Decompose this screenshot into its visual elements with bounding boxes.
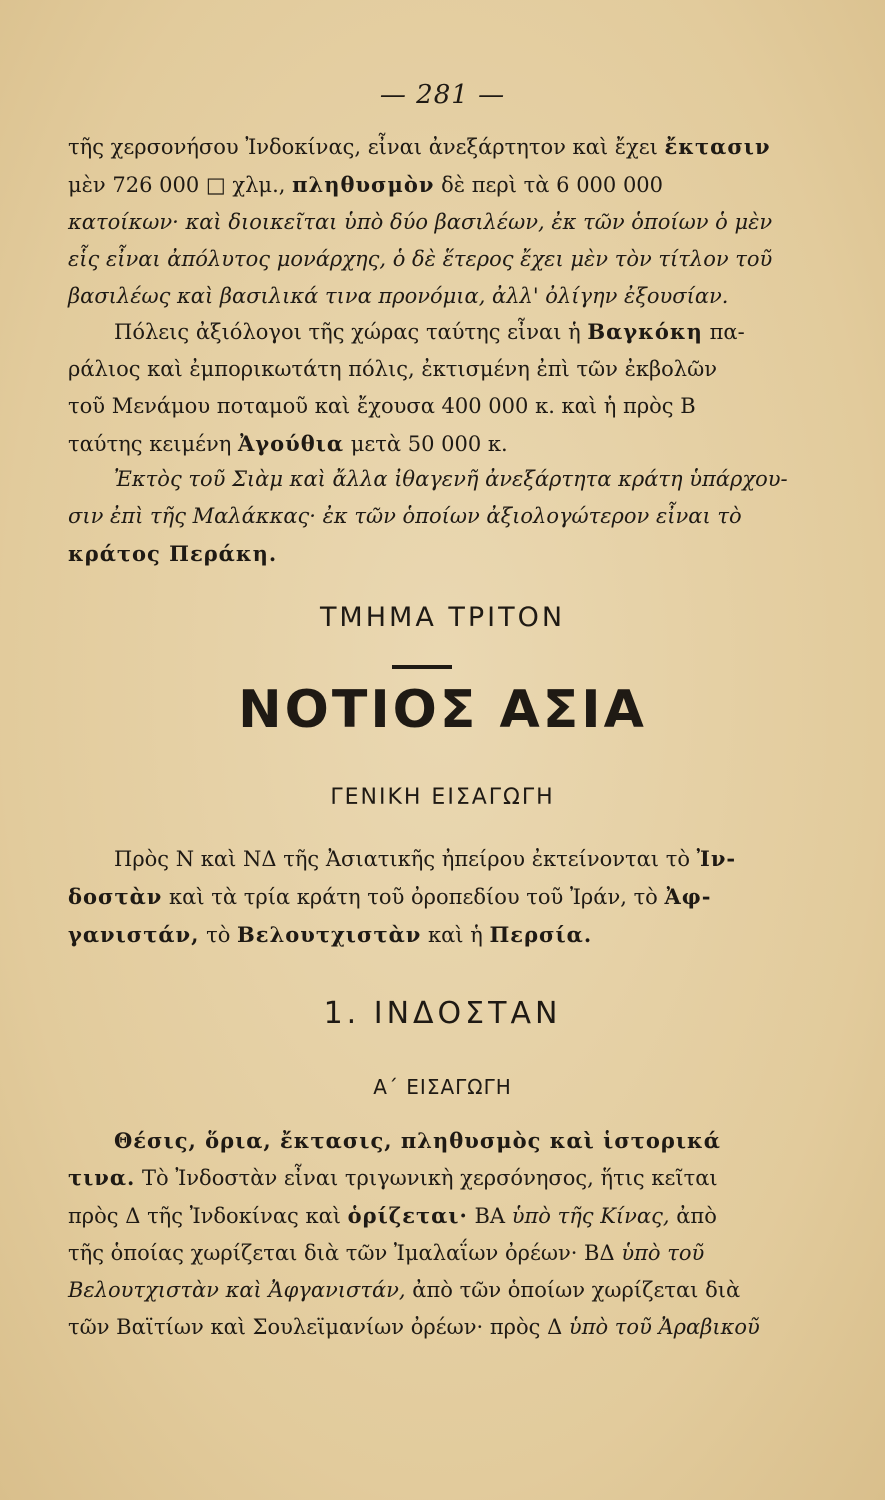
paragraph-siam-cities bbox=[68, 313, 828, 463]
text-run: τῆς χερσονήσου Ἰνδοκίνας, εἶναι ἀνεξάρτητον καὶ ἔχει bbox=[68, 135, 665, 159]
sub-title: ΓΕΝΙΚΗ ΕΙΣΑΓΩΓΗ bbox=[330, 785, 555, 810]
text-run: ταύτης κειμένη bbox=[68, 432, 238, 456]
text-line bbox=[68, 878, 828, 916]
text-line bbox=[68, 425, 828, 463]
text-run: ἀπὸ bbox=[669, 1204, 717, 1228]
text-run: μετὰ 50 000 κ. bbox=[344, 432, 508, 456]
bold-term: δοστὰν bbox=[68, 884, 163, 909]
text-run: πρὸς Δ τῆς Ἰνδοκίνας καὶ bbox=[68, 1204, 348, 1228]
text-run: Πρὸς Ν καὶ ΝΔ τῆς Ἀσιατικῆς ἠπείρου ἐκτείνονται τὸ bbox=[114, 847, 697, 871]
text-line: εἷς εἶναι ἀπόλυτος μονάρχης, ὁ δὲ ἕτερος ἔχει μὲν τὸν τίτλον τοῦ bbox=[68, 247, 773, 271]
text-line bbox=[68, 840, 828, 878]
text-line bbox=[68, 1309, 828, 1346]
page-number: — 281 — bbox=[379, 80, 506, 110]
text-line bbox=[68, 1272, 828, 1309]
text-line bbox=[68, 166, 828, 204]
text-run: καὶ τὰ τρία κράτη τοῦ ὀροπεδίου τοῦ Ἰράν, τὸ bbox=[162, 885, 665, 909]
italic-term: Βελουτχιστὰν καὶ Ἀφγανιστάν, bbox=[68, 1278, 406, 1302]
paragraph-malacca-states bbox=[68, 461, 828, 573]
text-run: πα- bbox=[702, 320, 745, 344]
text-run: Πόλεις ἀξιόλογοι τῆς χώρας ταύτης εἶναι ἡ bbox=[114, 320, 588, 344]
divider-rule bbox=[392, 665, 452, 669]
text-line bbox=[68, 916, 828, 954]
bold-term: Βελουτχιστὰν bbox=[237, 922, 422, 947]
text-line: Ἐκτὸς τοῦ Σιὰμ καὶ ἄλλα ἰθαγενῆ ἀνεξάρτητα κράτη ὑπάρχου- bbox=[114, 467, 788, 491]
text-line: βασιλέως καὶ βασιλικά τινα προνόμια, ἀλλ' ὀλίγην ἐξουσίαν. bbox=[68, 284, 729, 308]
text-run: καὶ ἡ bbox=[421, 923, 490, 947]
bold-term: ὁρίζεται· bbox=[347, 1203, 468, 1228]
bold-term: γανιστάν, bbox=[68, 922, 200, 947]
text-line: τοῦ Μενάμου ποταμοῦ καὶ ἔχουσα 400 000 κ. καὶ ἡ πρὸς Β bbox=[68, 394, 696, 418]
bold-term: κράτος bbox=[68, 541, 170, 566]
chapter-subtitle: Α΄ ΕΙΣΑΓΩΓΗ bbox=[373, 1075, 512, 1099]
main-title: ΝΟΤΙΟΣ ΑΣΙΑ bbox=[238, 680, 647, 740]
italic-term: ὑπὸ τῆς Κίνας, bbox=[511, 1204, 670, 1228]
text-run: μὲν 726 000 □ χλμ., bbox=[68, 173, 293, 197]
text-line bbox=[68, 128, 828, 166]
text-line: κατοίκων· καὶ διοικεῖται ὑπὸ δύο βασιλέων, ἐκ τῶν ὁποίων ὁ μὲν bbox=[68, 210, 773, 234]
text-run: ἀπὸ τῶν ὁποίων χωρίζεται διὰ bbox=[405, 1278, 741, 1302]
text-line: Θέσις, ὅρια, ἔκτασις, πληθυσμὸς καὶ ἱστορικά bbox=[114, 1128, 721, 1153]
bold-term: Ἰν- bbox=[696, 846, 737, 871]
text-run: τῶν Βαϊτίων καὶ Σουλεϊμανίων ὀρέων· πρὸς Δ bbox=[68, 1315, 569, 1339]
text-line bbox=[68, 1159, 828, 1197]
bold-term: Ἀφ- bbox=[664, 884, 712, 909]
chapter-title: 1. ΙΝΔΟΣΤΑΝ bbox=[323, 996, 562, 1031]
text-run: ΒΑ bbox=[467, 1204, 512, 1228]
italic-term: ὑπὸ τοῦ bbox=[621, 1241, 705, 1265]
bold-term: τινα. bbox=[68, 1165, 136, 1190]
bold-term: πληθυσμὸν bbox=[292, 172, 435, 197]
paragraph-south-asia-intro bbox=[68, 840, 828, 954]
bold-term: Περάκη. bbox=[169, 541, 278, 566]
text-run: τῆς ὁποίας χωρίζεται διὰ τῶν Ἰμαλαΐων ὀρέων· ΒΔ bbox=[68, 1241, 622, 1265]
text-line bbox=[68, 1235, 828, 1272]
text-line bbox=[68, 1197, 828, 1235]
italic-term: ὑπὸ τοῦ Ἀραβικοῦ bbox=[568, 1315, 760, 1339]
section-label: ΤΜΗΜΑ ΤΡΙΤΟΝ bbox=[319, 602, 566, 633]
bold-term: ἔκτασιν bbox=[664, 134, 771, 159]
text-line: ράλιος καὶ ἐμπορικωτάτη πόλις, ἐκτισμένη ἐπὶ τῶν ἐκβολῶν bbox=[68, 357, 718, 381]
bold-term: Ἀγούθια bbox=[238, 431, 345, 456]
text-line: σιν ἐπὶ τῆς Μαλάκκας· ἐκ τῶν ὁποίων ἀξιολογώτερον εἶναι τὸ bbox=[68, 504, 742, 528]
bold-term: Βαγκόκη bbox=[587, 319, 703, 344]
paragraph-india-position bbox=[68, 1122, 828, 1346]
paragraph-siam-overview bbox=[68, 128, 828, 315]
text-run: Τὸ Ἰνδοστὰν εἶναι τριγωνικὴ χερσόνησος, ἥτις κεῖται bbox=[135, 1166, 718, 1190]
text-line bbox=[68, 535, 828, 573]
text-run: τὸ bbox=[199, 923, 238, 947]
text-line bbox=[68, 313, 828, 351]
bold-term: Περσία. bbox=[489, 922, 593, 947]
text-run: δὲ περὶ τὰ 6 000 000 bbox=[434, 173, 664, 197]
